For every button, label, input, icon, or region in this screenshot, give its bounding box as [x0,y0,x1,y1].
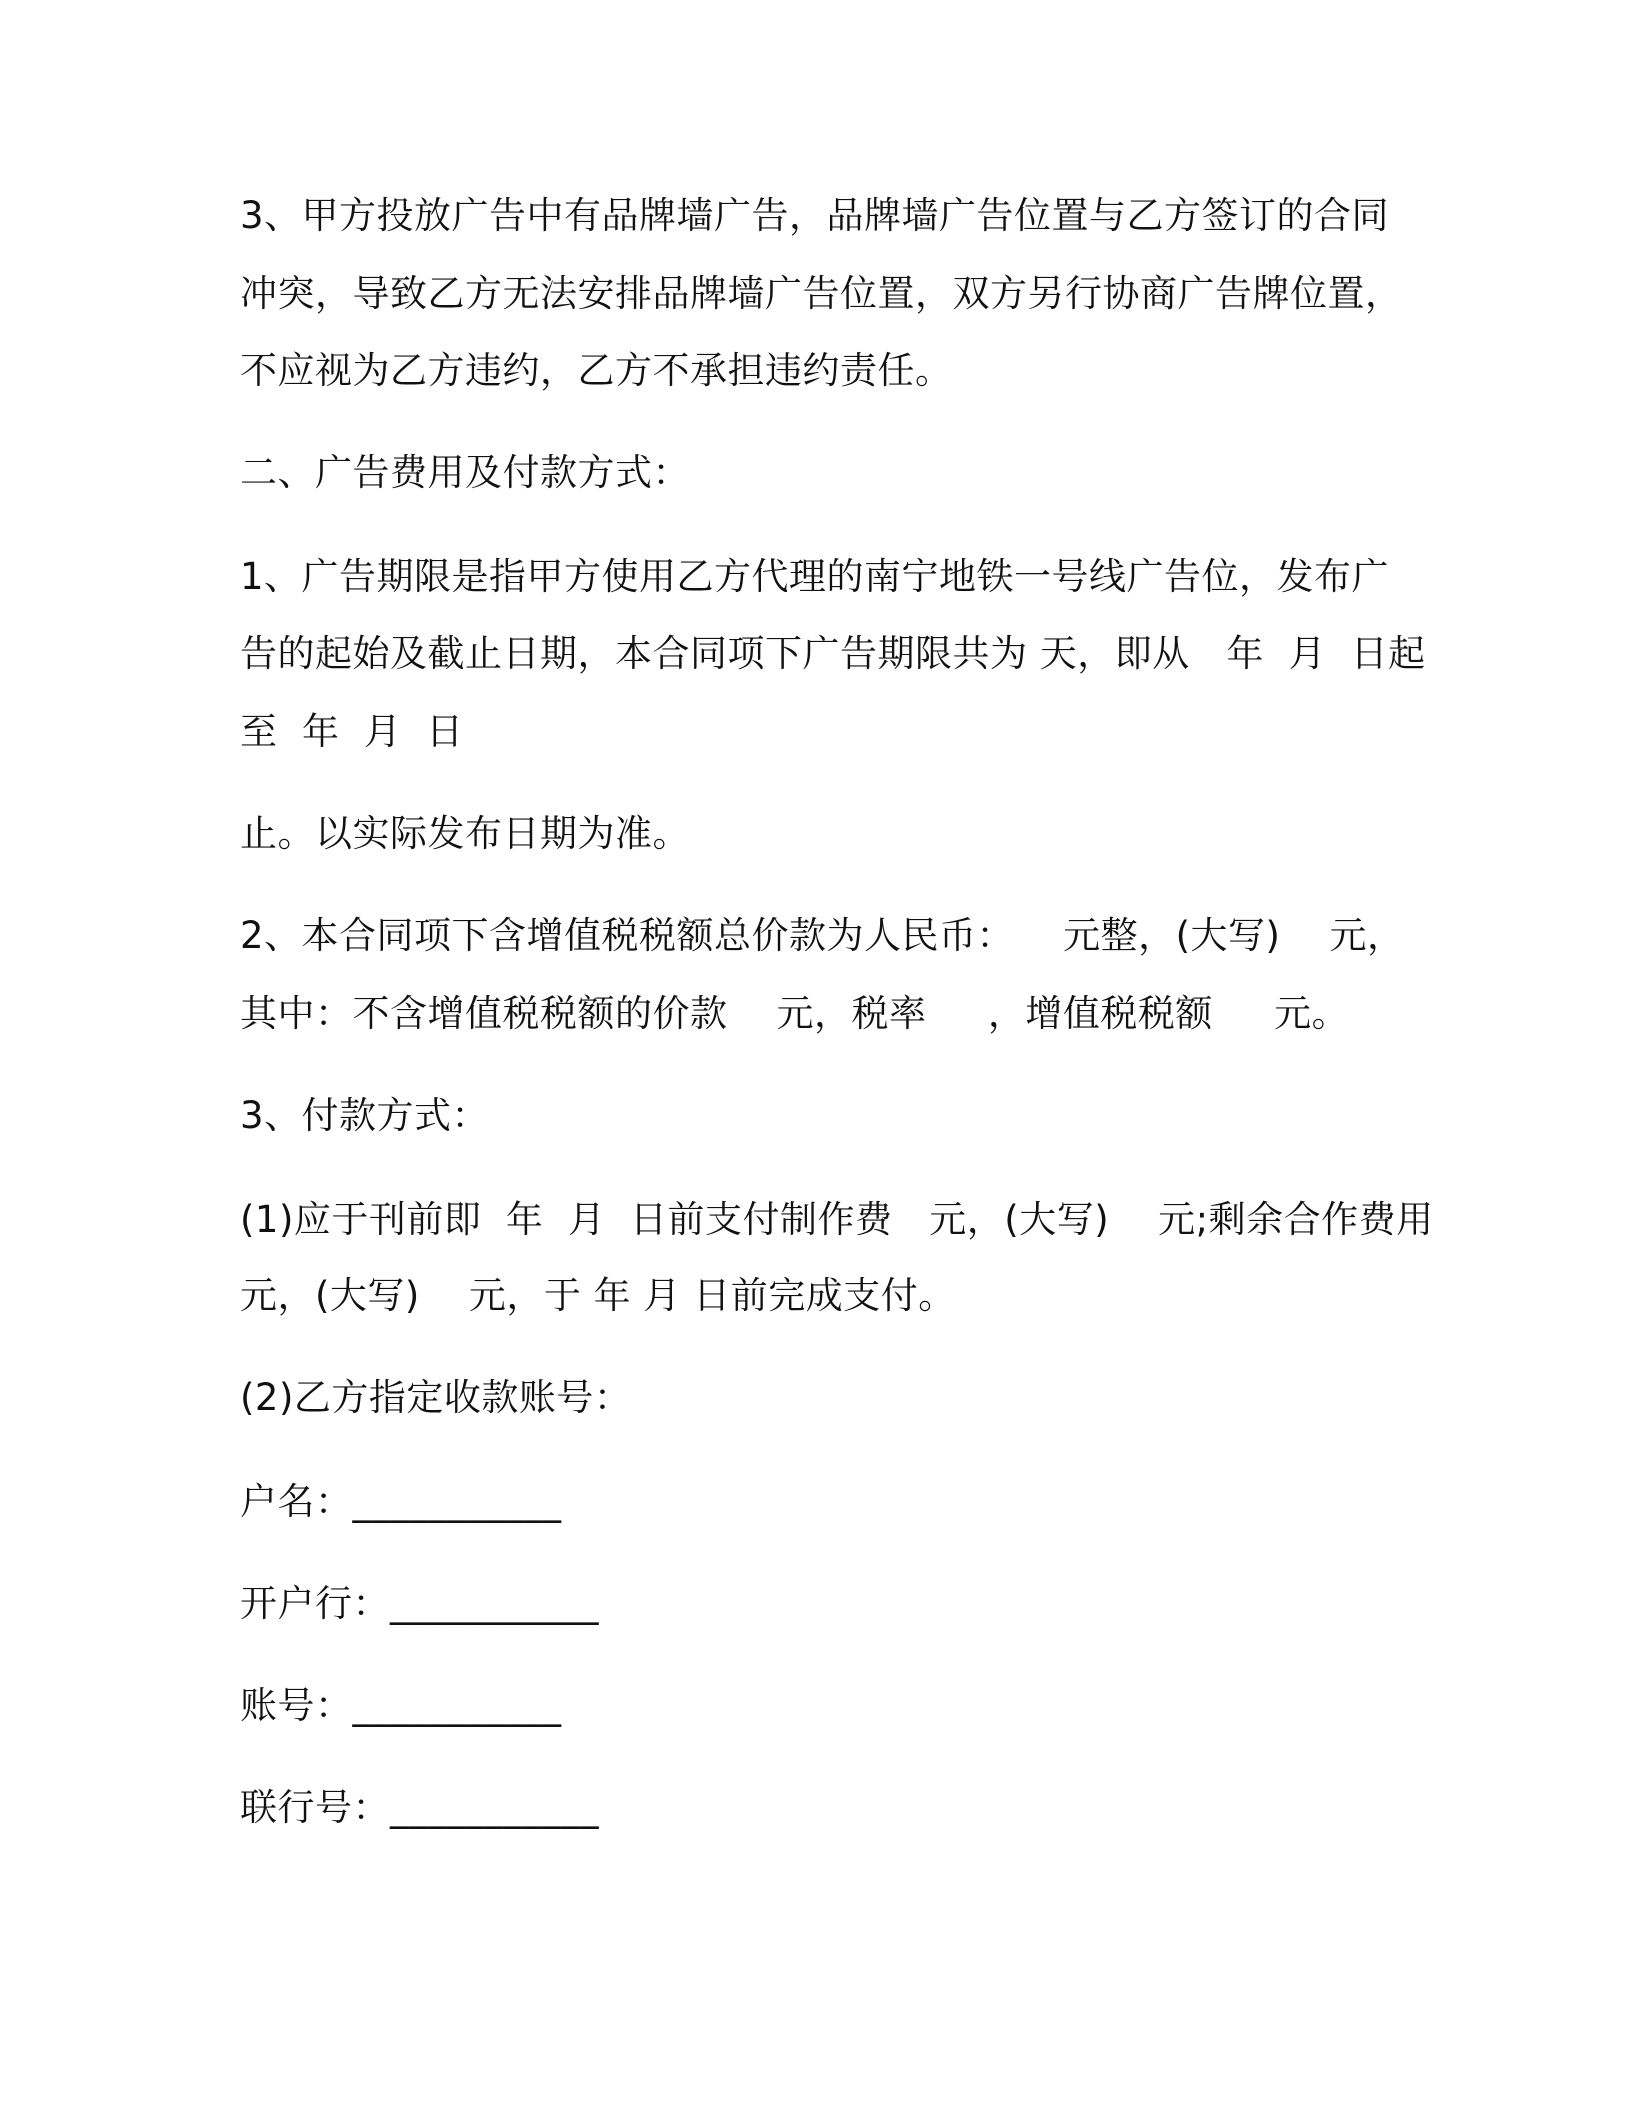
clause-3-line-1: 3、甲方投放广告中有品牌墙广告，品牌墙广告位置与乙方签订的合同 [240,194,1390,237]
item-2-line-1: 2、本合同项下含增值税税额总价款为人民币： 元整，(大写) 元， [240,914,1405,957]
payment-1-line-1: (1)应于刊前即 年 月 日前支付制作费 元，(大写) 元;剩余合作费用 [240,1198,1434,1241]
section-2-heading: 二、广告费用及付款方式： [240,451,690,494]
payment-1-line-2: 元，(大写) 元，于 年 月 日前完成支付。 [240,1274,956,1317]
bank-code-field: 联行号：___________ [240,1786,599,1829]
item-1-line-3: 至 年 月 日 [240,710,464,753]
bank-field: 开户行：___________ [240,1582,599,1625]
clause-3-line-3: 不应视为乙方违约，乙方不承担违约责任。 [240,349,953,392]
payment-2-heading: (2)乙方指定收款账号： [240,1376,632,1419]
item-1-line-2: 告的起始及截止日期，本合同项下广告期限共为 天，即从 年 月 日起 [240,632,1426,675]
item-3-heading: 3、付款方式： [240,1094,490,1137]
clause-3-line-2: 冲突，导致乙方无法安排品牌墙广告位置，双方另行协商广告牌位置， [240,272,1403,315]
item-1-line-1: 1、广告期限是指甲方使用乙方代理的南宁地铁一号线广告位，发布广 [240,555,1390,598]
account-number-field: 账号：___________ [240,1684,562,1727]
item-2-line-2: 其中：不含增值税税额的价款 元，税率 ，增值税税额 元。 [240,992,1350,1035]
account-name-field: 户名：___________ [240,1480,562,1523]
item-1-end: 止。以实际发布日期为准。 [240,812,690,855]
